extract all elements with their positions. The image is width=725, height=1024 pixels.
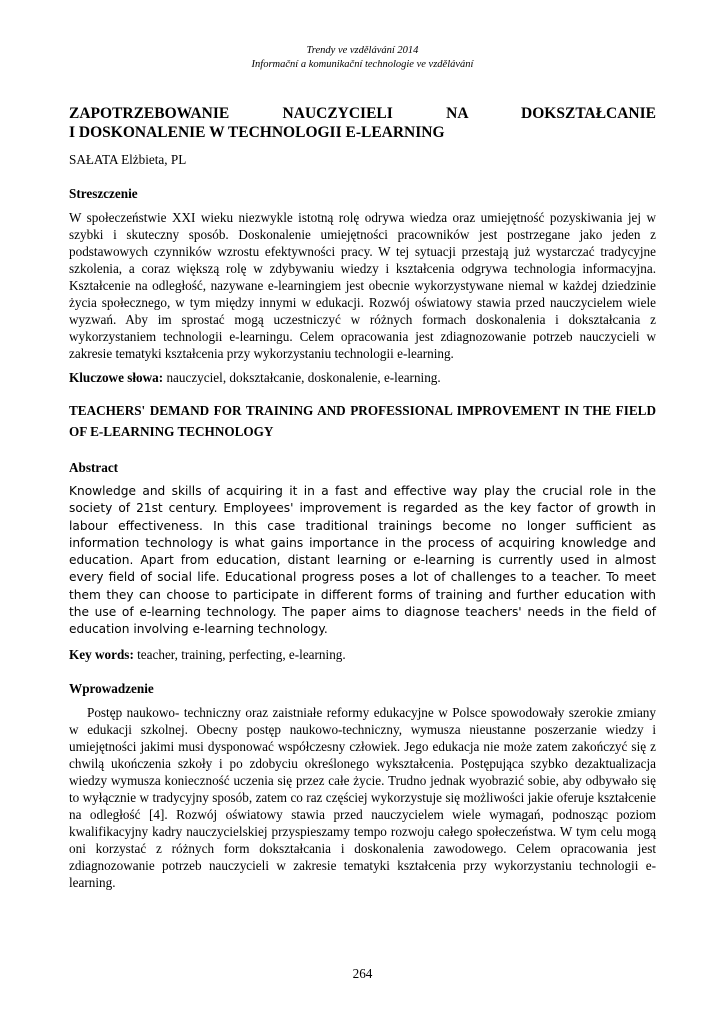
page-number: 264 bbox=[352, 966, 373, 981]
key-words bbox=[69, 646, 656, 663]
kluczowe-slowa bbox=[69, 369, 656, 386]
article-content bbox=[69, 104, 656, 891]
streszczenie-heading: Streszczenie bbox=[69, 186, 138, 201]
key-words-text: teacher, training, perfecting, e-learning. bbox=[133, 646, 346, 662]
kluczowe-text: nauczyciel, dokształcanie, doskonalenie, e-learning. bbox=[163, 370, 441, 385]
author: SAŁATA Elżbieta, PL bbox=[69, 152, 187, 167]
title-line-2: I DOSKONALENIE W TECHNOLOGII E-LEARNING bbox=[69, 124, 445, 141]
streszczenie-text: W społeczeństwie XXI wieku niezwykle istotną rolę odrywa wiedza oraz umiejętność pozyskiwania jej w szybki i skuteczny sposób. Doskonalenie umiejętności pracowników jest postrzegane jako jeden z podstawowych czynników wzrostu efektywności pracy. W tej sytuacji przestają już wystarczać tradycyjne szkolenia, a coraz większą rolę w zdybywaniu wiedzy i kształcenia odgrywa technologia informacyjna. Kształcenie na odległość, nazywane e-learningiem jest obecnie wykorzystywane niemal w każdej dziedzinie życia społecznego, w tym między innymi w edukacji. Rozwój oświatowy stawia przed nauczycielem wiele wyzwań. Aby im sprostać mogą uczestniczyć w różnych formach doskonalenia i dokształcania z wykorzystaniem technologii e-learningu. Celem opracowania jest zdiagnozowanie potrzeb nauczycieli w zakresie tematyki kształcenia przy wykorzystaniu technologii e-learning. bbox=[69, 210, 656, 361]
wprowadzenie-text: Postęp naukowo- techniczny oraz zaistniałe reformy edukacyjne w Polsce spowodowały szerokie zmiany w edukacji szkolnej. Obecny postęp naukowo-techniczny, wymusza nieustanne poszerzanie wiedzy i umiejętności jakimi musi dysponować współczesny człowiek. Jego edukacja nie może zatem zakończyć się z chwilą ukończenia szkoły i po zdobyciu określonego wykształcenia. Postępująca szybko dezaktualizacja wiedzy wymusza konieczność uczenia się przez całe życie. Trudno jednak wyobrazić sobie, aby odbywało się to wyłącznie w tradycyjny sposób, zatem co raz częściej wykorzystuje się możliwości jakie oferuje kształcenie na odległość [4]. Rozwój oświatowy stawia przed nauczycielem wiele wymagań, podnosząc poziom kwalifikacyjny kadry nauczycielskiej przyspieszamy tempo rozwoju całego społeczeństwa. W tym celu mogą oni korzystać z różnych form dokształcania i doskonalenia zawodowego. Celem opracowania jest zdiagnozowanie potrzeb nauczycieli w zakresie tematyki kształcenia przy wykorzystaniu technologii e-learning. bbox=[69, 704, 656, 890]
title-line-1: ZAPOTRZEBOWANIE NAUCZYCIELI NA DOKSZTAŁCANIE bbox=[69, 105, 656, 122]
header-line-1: Trendy ve vzdělávání 2014 bbox=[306, 45, 419, 56]
running-header bbox=[0, 44, 725, 72]
article-title bbox=[69, 104, 656, 142]
wprowadzenie-heading: Wprowadzenie bbox=[69, 680, 154, 696]
english-title: TEACHERS' DEMAND FOR TRAINING AND PROFESSIONAL IMPROVEMENT IN THE FIELD OF E-LEARNING TECHNOLOGY bbox=[69, 403, 656, 439]
header-line-2: Informační a komunikační technologie ve vzdělávání bbox=[251, 59, 474, 70]
abstract-text: Knowledge and skills of acquiring it in a fast and effective way play the crucial role in the society of 21st century. Employees' improvement is regarded as the key factor of growth in labour effectiveness. In this case traditional trainings become no longer sufficient as information technology is what gains importance in the process of acquiring knowledge and education. Apart from education, distant learning or e-learning is currently used in almost every field of social life. Educational progress poses a lot of challenges to a teacher. To meet them they can choose to participate in different forms of training and further education with the use of e-learning technology. The paper aims to diagnose teachers' needs in the field of education involving e-learning technology. bbox=[69, 484, 656, 637]
kluczowe-label: Kluczowe słowa: bbox=[69, 370, 164, 385]
key-words-label: Key words: bbox=[69, 646, 134, 662]
abstract-heading: Abstract bbox=[69, 460, 119, 475]
